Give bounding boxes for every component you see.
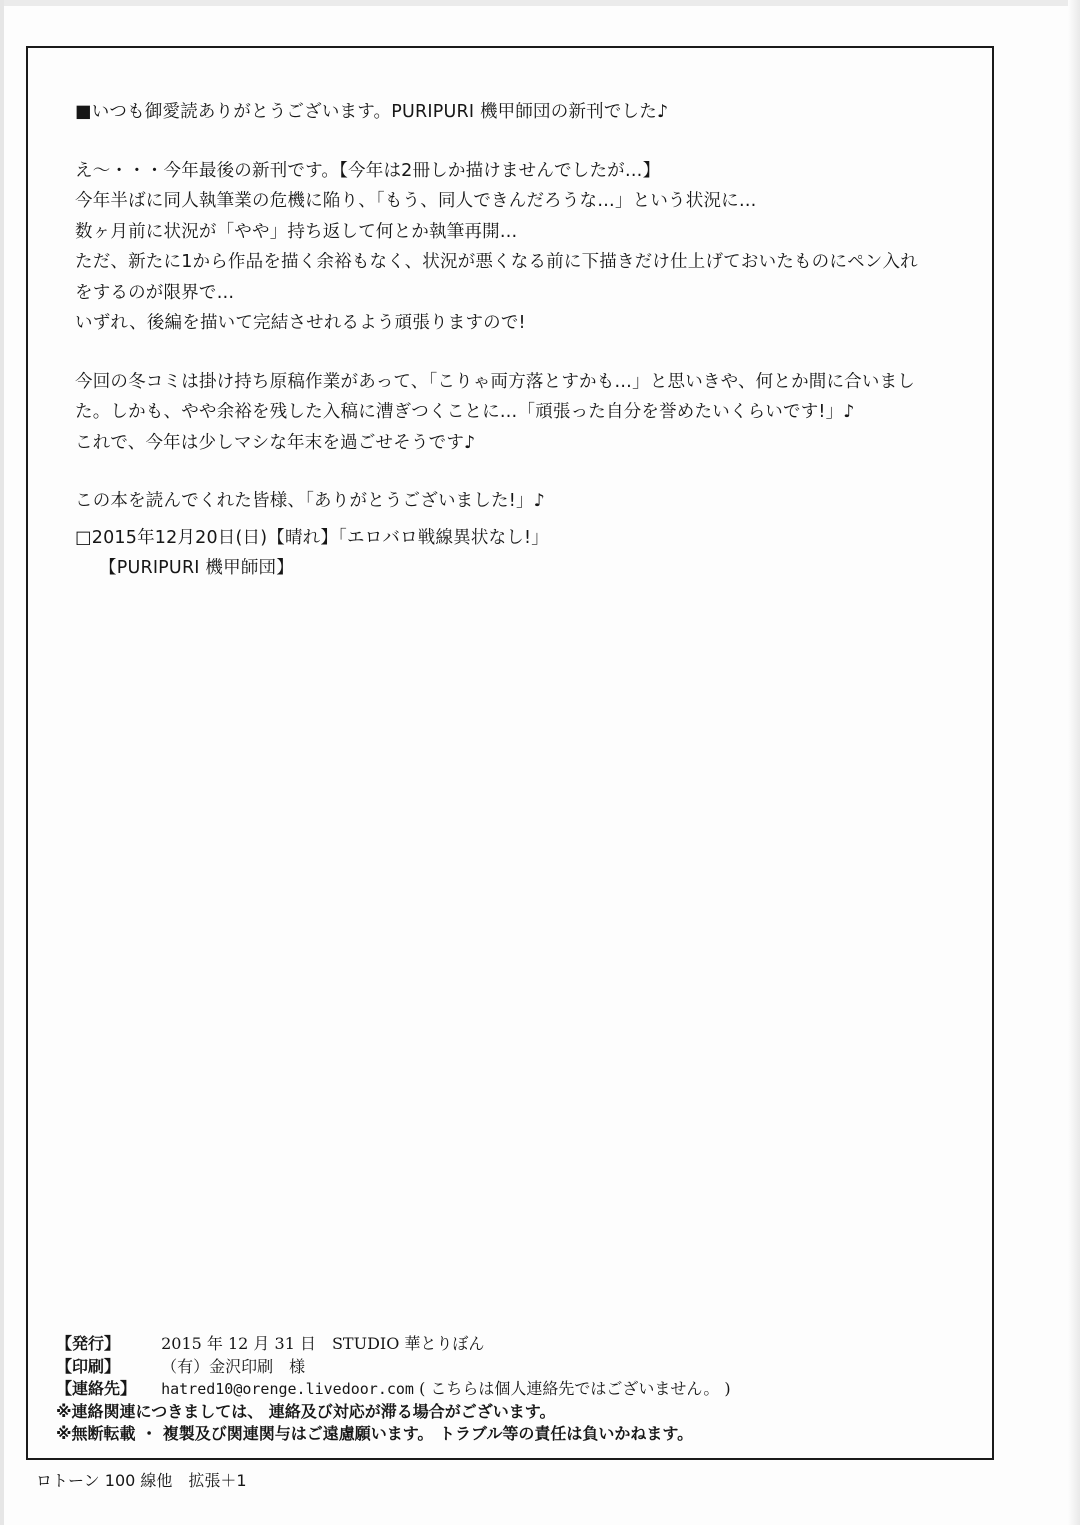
paragraph-line: をするのが限界で… <box>75 282 235 303</box>
afterword-paragraph-1 <box>75 156 975 339</box>
contact-label: 【連絡先】 <box>56 1379 137 1398</box>
paragraph-line: た。しかも、やや余裕を残した入稿に漕ぎつくことに…「頑張った自分を誉めたいくらいです!」♪ <box>75 402 855 422</box>
paragraph-line: 今年半ばに同人執筆業の危機に陥り、「もう、同人できんだろうな…」という状況に… <box>75 191 757 211</box>
publish-label: 【発行】 <box>56 1334 121 1353</box>
contact-row <box>56 1378 986 1401</box>
contact-policy-note: ※連絡関連につきましては、 連絡及び対応が滞る場合がございます。 <box>56 1401 556 1421</box>
colophon <box>56 1333 986 1446</box>
paragraph-line: これで、今年は少しマシな年末を過ごせそうです♪ <box>75 432 476 453</box>
paragraph-line: 今回の冬コミは掛け持ち原稿作業があって、「こりゃ両方落とすかも…」と思いきや、何とか間に合いまし <box>75 371 915 392</box>
greeting-text: ■いつも御愛読ありがとうございます。PURIPURI 機甲師団の新刊でした♪ <box>75 102 669 122</box>
contact-note: ( こちらは個人連絡先ではございません。 ) <box>419 1379 731 1398</box>
print-value: （有）金沢印刷 様 <box>161 1356 306 1376</box>
spacer <box>75 458 975 486</box>
date-line: □2015年12月20日(日)【晴れ】「エロバロ戦線異状なし!」 <box>75 527 549 548</box>
tone-note: ロトーン 100 線他 拡張＋1 <box>36 1471 247 1490</box>
greeting-line <box>75 97 975 128</box>
paragraph-line: え～・・・今年最後の新刊です。【今年は2冊しか描けませんでしたが…】 <box>75 160 661 181</box>
paragraph-line: いずれ、後編を描いて完結させれるよう頑張りますので! <box>75 313 526 333</box>
page-edge-right <box>1068 0 1080 1525</box>
page-edge-top <box>0 0 1080 6</box>
afterword-paragraph-2 <box>75 367 975 459</box>
print-row <box>56 1356 986 1379</box>
publish-value: 2015 年 12 月 31 日 STUDIO 華とりぼん <box>161 1334 485 1353</box>
copyright-note: ※無断転載 ・ 複製及び関連関与はご遠慮願います。 トラブル等の責任は負いかねます。 <box>56 1424 694 1443</box>
thanks-line <box>75 486 975 517</box>
publish-row <box>56 1333 986 1356</box>
print-label: 【印刷】 <box>56 1356 121 1376</box>
afterword-notes <box>75 97 975 584</box>
spacer <box>75 128 975 156</box>
spacer <box>75 339 975 367</box>
thanks-text: この本を読んでくれた皆様、「ありがとうございました!」♪ <box>75 491 546 511</box>
circle-name: 【PURIPURI 機甲師団】 <box>99 558 294 578</box>
paragraph-line: 数ヶ月前に状況が「やや」持ち返して何とか執筆再開… <box>75 221 518 242</box>
page-edge-left <box>0 0 4 1525</box>
signature-block <box>75 523 975 584</box>
paragraph-line: ただ、新たに1から作品を描く余裕もなく、状況が悪くなる前に下描きだけ仕上げておいたものにペン入れ <box>75 252 918 272</box>
contact-email: hatred10@orenge.livedoor.com <box>161 1380 414 1398</box>
